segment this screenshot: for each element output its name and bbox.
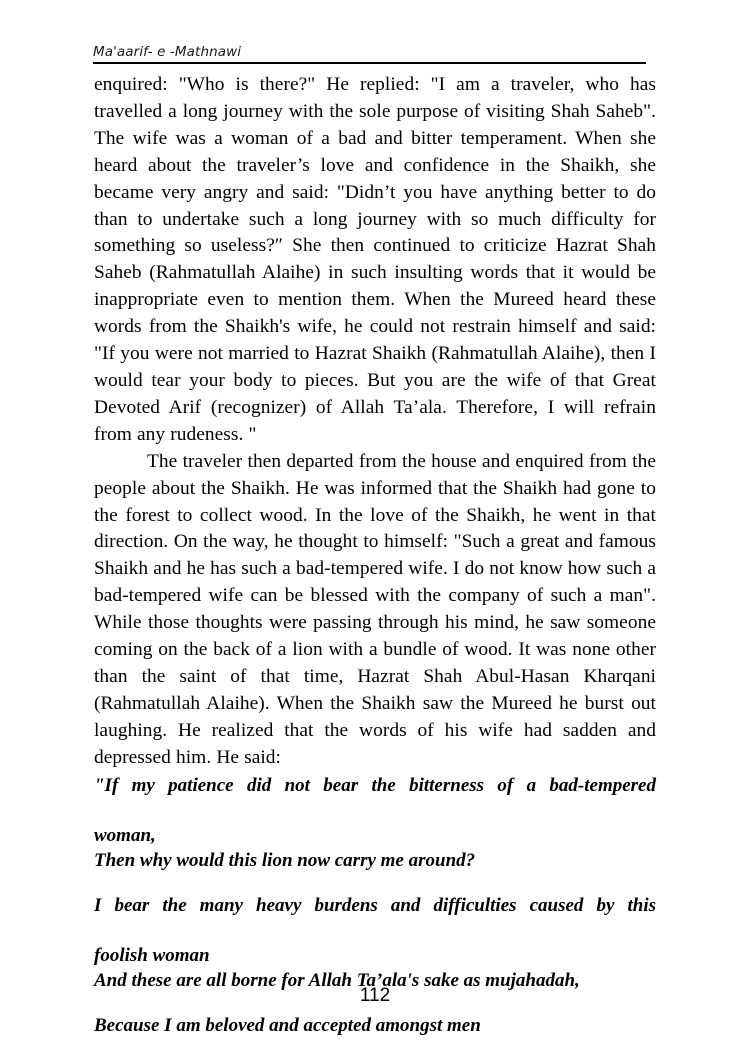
verse-line: Because I am beloved and accepted amongst men xyxy=(94,1015,481,1036)
body-paragraph: The traveler then departed from the house and enquired from the people about the Shaikh. He was informed that the Shaikh had gone to the forest to collect wood. In the love of the Shaikh, he went in that direction. On the way, he thought to himself: "Such a great and famous Shaikh and he has such a bad-tempered wife. I do not know how such a bad-tempered wife can be blessed with the company of such a man". While those thoughts were passing through his mind, he saw someone coming on the back of a lion with a bundle of wood. It was none other than the saint of that time, Hazrat Shah Abul-Hasan Kharqani (Rahmatullah Alaihe). When the Shaikh saw the Mureed he burst out laughing. He realized that the words of his wife had sadden and depressed him. He said: xyxy=(94,450,656,768)
verse-line: Then why would this lion now carry me around? xyxy=(94,850,476,871)
header-rule-divider xyxy=(93,62,646,64)
verse-line: foolish woman xyxy=(94,945,210,966)
verse-line: And these are all borne for Allah Ta’ala's sake as mujahadah, xyxy=(94,970,580,991)
page-number: 112 xyxy=(359,985,391,1006)
verse-stanza xyxy=(94,1013,656,1038)
verse-stanza xyxy=(94,893,656,993)
body-paragraph: enquired: "Who is there?" He replied: "I am a traveler, who has travelled a long journey with the sole purpose of visiting Shah Saheb". The wife was a woman of a bad and bitter temperament. When she heard about the traveler’s love and confidence in the Shaikh, she became very angry and said: "Didn’t you have anything better to do than to undertake such a long journey with so much difficulty for something so useless?″ She then continued to criticize Hazrat Shah Saheb (Rahmatullah Alaihe) in such insulting words that it would be inappropriate even to mention them. When the Mureed heard these words from the Shaikh's wife, he could not restrain himself and said: "If you were not married to Hazrat Shaikh (Rahmatullah Alaihe), then I would tear your body to pieces. But you are the wife of that Great Devoted Arif (recognizer) of Allah Ta’ala. Therefore, I will refrain from any rudeness. " xyxy=(94,74,656,445)
verse-stanza xyxy=(94,773,656,873)
body-text-column xyxy=(94,72,656,772)
verse-line: I bear the many heavy burdens and difficulties caused by this xyxy=(94,895,656,916)
running-header xyxy=(93,44,646,64)
running-header-title: Ma'aarif- e -Mathnawi xyxy=(93,44,242,60)
verse-line: "If my patience did not bear the bitterness of a bad-tempered xyxy=(94,775,656,796)
verse-line: woman, xyxy=(94,825,156,846)
